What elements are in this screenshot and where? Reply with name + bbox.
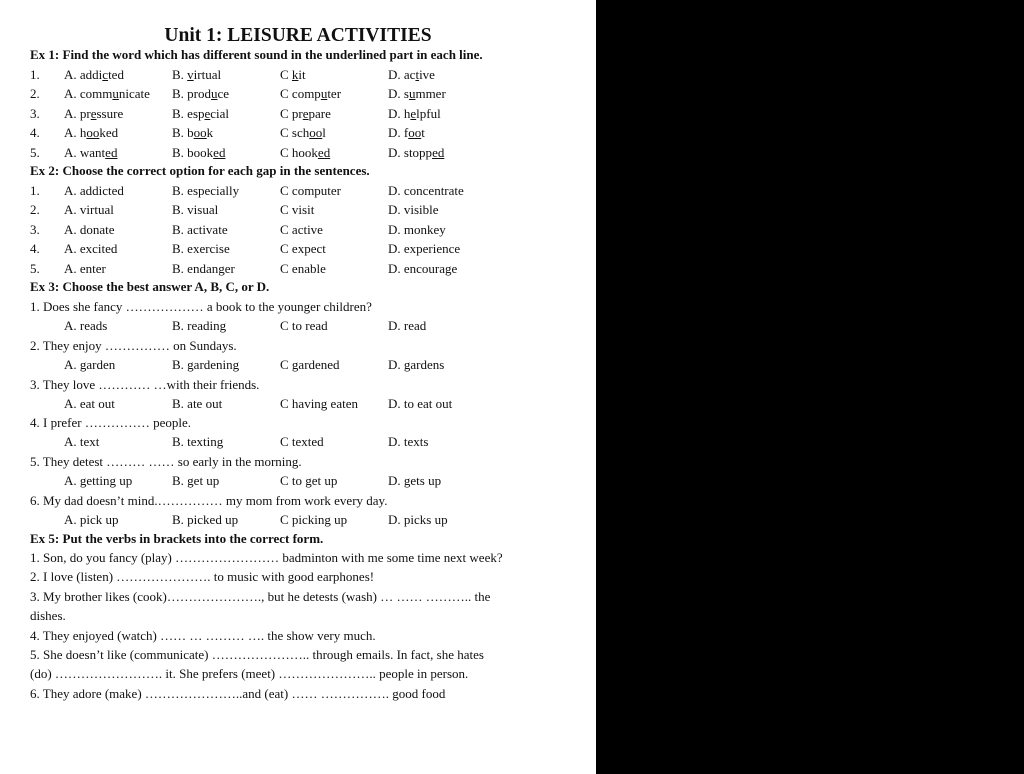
underlined-part: u [112, 86, 119, 102]
ex3-option-d: D. gets up [388, 473, 442, 489]
ex3-option-a: A. pick up [64, 512, 119, 527]
ex3-option-d: D. to eat out [388, 395, 453, 411]
ex5-line: 3. My brother likes (cook)…………………., but he detests (wash) … …… ……….. the [30, 588, 491, 604]
ex3-option-a: A. text [64, 434, 100, 450]
ex2-option-a: A. excited [64, 241, 118, 257]
ex3-option-a: A. garden [64, 356, 116, 372]
ex3-option-b: B. ate out [172, 395, 223, 411]
page-title: Unit 1: LEISURE ACTIVITIES [164, 25, 432, 46]
ex2-option-b: B. exercise [172, 241, 230, 257]
ex1-row-number: 1. [30, 67, 40, 82]
ex1-option-a: A. pressure [64, 105, 124, 121]
underlined-part: t [415, 67, 420, 82]
underlined-part: u [408, 86, 416, 102]
ex3-option-d: D. texts [388, 434, 429, 450]
ex2-option-b: B. visual [172, 202, 219, 218]
ex3-option-b: B. reading [172, 318, 227, 333]
ex3-option-c: C having eaten [280, 395, 358, 411]
ex1-row-number: 3. [30, 105, 40, 121]
ex3-option-b: B. get up [172, 473, 220, 489]
ex2-option-d: D. visible [388, 202, 439, 218]
ex2-option-d: D. concentrate [388, 183, 464, 198]
ex5-line: 2. I love (listen) …………………. to music with good earphones! [30, 569, 375, 585]
ex3-question: 1. Does she fancy ……………… a book to the younger children? [30, 299, 372, 314]
ex5-line: (do) ……………………. it. She prefers (meet) ………………….. people in person. [30, 666, 469, 682]
ex1-option-c: C prepare [280, 105, 331, 121]
ex2-row-number: 5. [30, 260, 40, 276]
ex3-option-b: B. gardening [172, 356, 240, 372]
ex2-option-d: D. encourage [388, 260, 458, 276]
ex1-option-a: A. hooked [64, 125, 119, 141]
underlined-part: k [291, 67, 299, 82]
underlined-part: e [90, 105, 97, 121]
ex5-line: 6. They adore (make) …………………..and (eat) …… ……………. good food [30, 685, 446, 701]
ex1-heading: Ex 1: Find the word which has different sound in the underlined part in each line. [30, 47, 483, 62]
ex2-option-b: B. endanger [172, 260, 235, 276]
underlined-part: ed [105, 144, 118, 160]
underlined-part: u [211, 86, 218, 102]
ex1-option-c: C hooked [280, 144, 331, 160]
ex2-option-c: C visit [280, 202, 315, 218]
ex5-line: 5. She doesn’t like (communicate) ………………….. through emails. In fact, she hates [30, 647, 484, 662]
ex2-option-c: C computer [280, 183, 342, 198]
ex1-option-a: A. wanted [64, 144, 118, 160]
ex1-row-number: 5. [30, 144, 40, 160]
ex1-option-c: C school [280, 125, 326, 141]
ex2-option-a: A. donate [64, 221, 115, 237]
ex3-option-c: C texted [280, 434, 324, 450]
underlined-part: oo [86, 125, 100, 141]
ex5-line: 4. They enjoyed (watch) …… … ……… …. the show very much. [30, 627, 376, 643]
ex3-question: 3. They love ………… …with their friends. [30, 376, 260, 392]
ex3-option-d: D. picks up [388, 512, 448, 527]
underlined-part: v [187, 67, 194, 82]
ex3-option-b: B. texting [172, 434, 224, 450]
ex3-question: 4. I prefer …………… people. [30, 415, 192, 431]
ex1-option-d: D. stopped [388, 144, 445, 160]
ex3-heading: Ex 3: Choose the best answer A, B, C, or D. [30, 279, 270, 294]
ex3-question: 2. They enjoy …………… on Sundays. [30, 337, 237, 353]
ex1-option-d: D. summer [388, 86, 446, 102]
underlined-part: ed [432, 144, 445, 160]
underlined-part: u [320, 86, 328, 102]
underlined-part: ed [317, 144, 331, 160]
underlined-part: e [410, 105, 417, 121]
ex1-row-number: 2. [30, 86, 40, 102]
ex1-option-b: B. booked [172, 144, 226, 160]
ex5-heading: Ex 5: Put the verbs in brackets into the correct form. [30, 531, 324, 546]
ex3-option-c: C to get up [280, 473, 338, 489]
underlined-part: oo [193, 125, 207, 141]
ex3-option-d: D. gardens [388, 356, 445, 372]
ex3-option-a: A. getting up [64, 473, 133, 489]
ex5-line: 1. Son, do you fancy (play) …………………… badminton with me some time next week? [30, 550, 503, 565]
underlined-part: e [302, 105, 309, 121]
ex5-line: dishes. [30, 608, 66, 624]
ex2-option-b: B. especially [172, 183, 240, 198]
ex3-option-d: D. read [388, 318, 427, 333]
ex2-option-c: C expect [280, 241, 326, 257]
ex1-option-b: B. especial [172, 105, 230, 121]
ex2-option-a: A. virtual [64, 202, 114, 218]
underlined-part: ed [213, 144, 226, 160]
underlined-part: e [204, 105, 211, 121]
ex2-row-number: 2. [30, 202, 40, 218]
ex1-option-a: A. addicted [64, 67, 124, 82]
ex1-option-b: B. virtual [172, 67, 222, 82]
ex3-question: 6. My dad doesn’t mind.…………… my mom from work every day. [30, 493, 388, 508]
underlined-part: oo [309, 125, 323, 141]
ex3-question: 5. They detest ……… …… so early in the morning. [30, 454, 302, 470]
ex2-option-a: A. enter [64, 260, 106, 276]
ex1-option-c: C kit [280, 67, 306, 82]
ex3-option-a: A. eat out [64, 395, 115, 411]
ex1-option-b: B. produce [172, 86, 230, 102]
ex3-option-c: C to read [280, 318, 328, 333]
ex1-option-d: D. helpful [388, 105, 441, 121]
ex1-row-number: 4. [30, 125, 40, 141]
ex2-option-d: D. monkey [388, 221, 446, 237]
ex2-option-d: D. experience [388, 241, 461, 257]
ex3-option-a: A. reads [64, 318, 108, 333]
ex2-option-b: B. activate [172, 221, 228, 237]
ex1-option-b: B. book [172, 125, 214, 141]
ex2-option-c: C enable [280, 260, 326, 276]
ex2-heading: Ex 2: Choose the correct option for each gap in the sentences. [30, 163, 370, 178]
ex1-option-a: A. communicate [64, 86, 150, 102]
ex2-row-number: 3. [30, 221, 40, 237]
underlined-part: c [102, 67, 109, 82]
ex1-option-d: D. active [388, 67, 435, 82]
ex2-row-number: 4. [30, 241, 40, 257]
underlined-part: oo [408, 125, 422, 141]
ex1-option-d: D. foot [388, 125, 425, 141]
ex2-row-number: 1. [30, 183, 40, 198]
ex3-option-c: C gardened [280, 356, 340, 372]
ex1-option-c: C computer [280, 86, 342, 102]
ex3-option-b: B. picked up [172, 512, 239, 527]
ex2-option-a: A. addicted [64, 183, 124, 198]
ex3-option-c: C picking up [280, 512, 348, 527]
ex2-option-c: C active [280, 221, 323, 237]
